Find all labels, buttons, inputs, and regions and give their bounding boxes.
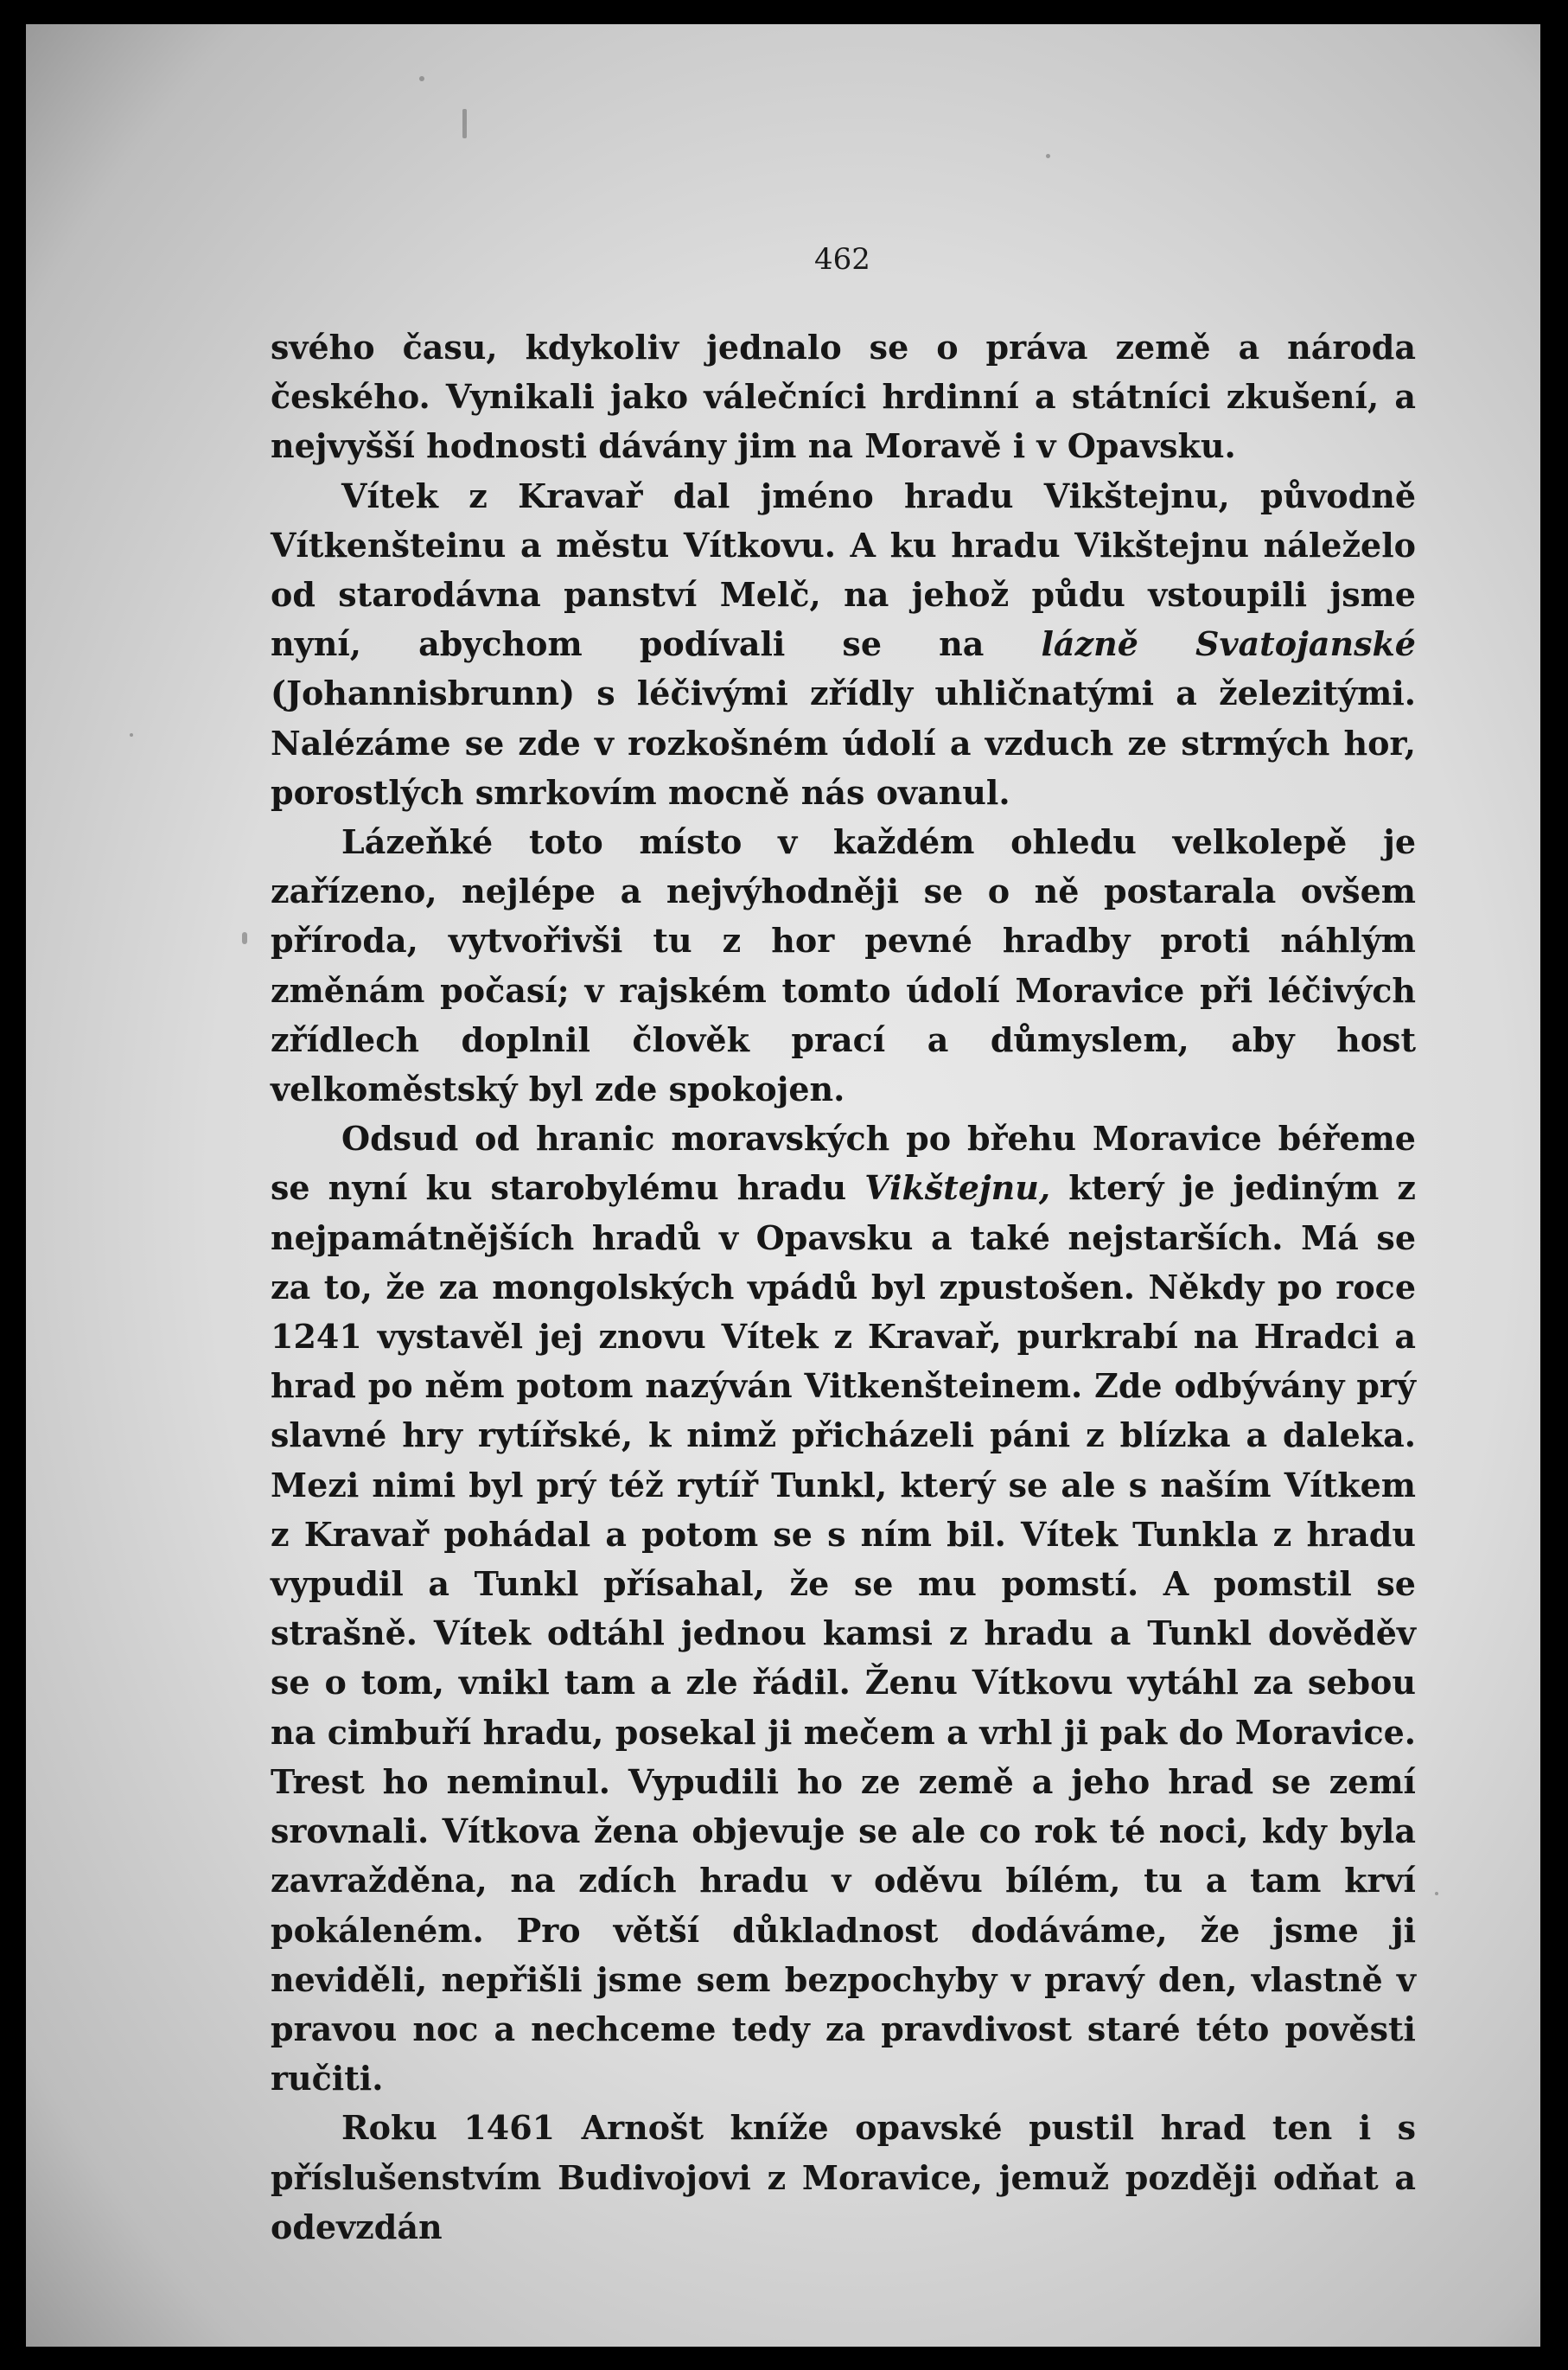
paragraph: [271, 471, 1416, 817]
body-text: [271, 323, 1416, 2252]
paragraph-text: (Johannisbrunn) s léčivými zřídly uhličnatými a železitými. Nalézáme se zde v rozkošném údolí a vzduch ze strmých hor, porostlých smrkovím mocně nás ovanul.: [271, 674, 1416, 812]
paper-blemish: [130, 733, 133, 737]
emphasized-place-name: Vikštejnu,: [864, 1168, 1051, 1208]
paragraph: [271, 1114, 1416, 2103]
paragraph: Lázeňké toto místo v každém ohledu velkolepě je zařízeno, nejlépe a nejvýhodněji se o ně postarala ovšem příroda, vytvořivši tu z hor pevné hradby proti náhlým změnám počasí; v rajském tomto údolí Moravice při léčivých zřídlech doplnil člověk prací a důmyslem, aby host velkoměstský byl zde spokojen.: [271, 822, 1416, 1109]
page-number: 462: [814, 242, 870, 277]
paper-blemish: [462, 109, 467, 138]
paragraph-text: který je jediným z nejpamátnějších hradů v Opavsku a také nejstarších. Má se za to, že za mongolských vpádů byl zpustošen. Někdy po roce 1241 vystavěl jej znovu Vítek z Kravař, purkrabí na Hradci a hrad po něm potom nazýván Vitkenšteinem. Zde odbývány prý slavné hry rytířské, k nimž přicházeli páni z blízka a daleka. Mezi nimi byl prý též rytíř Tunkl, který se ale s naším Vítkem z Kravař pohádal a potom se s ním bil. Vítek Tunkla z hradu vypudil a Tunkl přísahal, že se mu pomstí. A pomstil se strašně. Vítek odtáhl jednou kamsi z hradu a Tunkl dověděv se o tom, vnikl tam a zle řádil. Ženu Vítkovu vytáhl za sebou na cimbuří hradu, posekal ji mečem a vrhl ji pak do Moravice. Trest ho neminul. Vypudili ho ze země a jeho hrad se zemí srovnali. Vítkova žena objevuje se ale co rok té noci, kdy byla zavražděna, na zdích hradu v oděvu bílém, tu a tam krví pokáleném. Pro větší důkladnost dodáváme, že jsme ji neviděli, nepřišli jsme sem bezpochyby v pravý den, vlastně v pravou noc a nechceme tedy za pravdivost staré této pověsti ručiti.: [271, 1168, 1416, 2099]
paper-blemish: [419, 76, 424, 81]
paper-blemish: [242, 932, 247, 944]
paragraph: Roku 1461 Arnošt kníže opavské pustil hrad ten i s příslušenstvím Budivojovi z Moravice, jemuž později odňat a odevzdán: [271, 2108, 1416, 2246]
paragraph-text: Vítek z Kravař dal jméno hradu Vikštejnu, původně Vítkenšteinu a městu Vítkovu. A ku hradu Vikštejnu náleželo od starodávna panství Melč, na jehož půdu vstoupili jsme nyní, abychom podívali se na: [271, 476, 1416, 664]
paragraph: svého času, kdykoliv jednalo se o práva země a národa českého. Vynikali jako válečníci hrdinní a státníci zkušení, a nejvyšší hodnosti dávány jim na Moravě i v Opavsku.: [271, 328, 1416, 466]
paragraph-text: Odsud od hranic moravských po břehu Moravice béřeme se nyní ku starobylému hradu: [271, 1119, 1416, 1208]
paper-blemish: [1046, 154, 1050, 158]
paper-blemish: [1435, 1892, 1438, 1895]
emphasized-place-name: lázně Svatojanské: [1041, 624, 1416, 664]
